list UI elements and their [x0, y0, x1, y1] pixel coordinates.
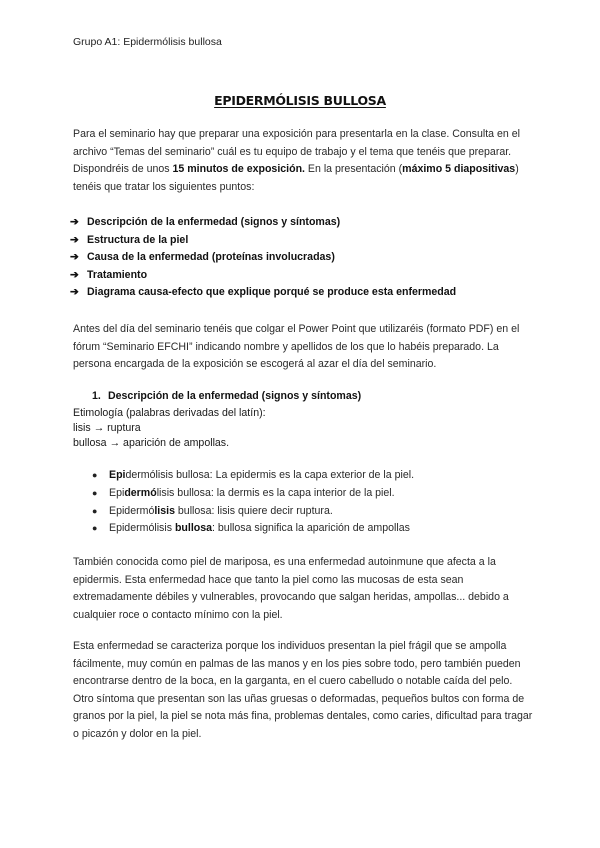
etymology-intro: Etimología (palabras derivadas del latín):: [73, 407, 266, 419]
bullet-pre: Epidermólisis: [109, 522, 175, 535]
list-item: [92, 467, 532, 485]
bullet-post: lisis bullosa: la dermis es la capa interior de la piel.: [156, 486, 395, 499]
bullet-post: dermólisis bullosa: La epidermis es la capa exterior de la piel.: [125, 469, 415, 481]
list-item: [92, 485, 532, 503]
intro-text-1: Para el seminario hay que preparar una exposición para presentarla en la clase. Consulta en el archivo “Temas del seminario” cuál es tu equipo de trabajo y el tema que tenéis que preparar. Dispondréis de unos: [73, 128, 520, 176]
etymology-line: bullosa → aparición de ampollas.: [73, 437, 230, 449]
arrow-icon: ➔: [70, 233, 79, 246]
section-number: 1.: [92, 390, 101, 402]
symptoms-paragraph: Esta enfermedad se caracteriza porque los individuos presentan la piel frágil que se ampolla fácilmente, muy común en palmas de las manos y en los pies sobre todo, pero también pueden encontrarse dentro de la boca, en la garganta, en el cuero cabelludo o notable caída del pelo. Otro síntoma que presentan son las uñas gruesas o deformadas, pequeños bultos con forma de granos por la piel, la piel se nota más fina, problemas dentales, como caries, dificultad para tragar o picazón y dolor en la piel.: [73, 640, 533, 740]
etymology-block: [73, 406, 266, 451]
etymology-line: lisis → ruptura: [73, 422, 141, 434]
arrow-icon: ➔: [70, 286, 79, 299]
bullet-icon: ●: [92, 470, 98, 480]
bullet-icon: ●: [92, 487, 98, 498]
seminar-instructions-paragraph: Antes del día del seminario tenéis que colgar el Power Point que utilizaréis (formato PDF) en el fórum “Seminario EFCHI” indicando nombre y apellidos de los que lo habéis preparado. La persona encargada de la exposición se escogerá al azar el día del seminario.: [73, 323, 520, 371]
points-list: [70, 214, 540, 302]
page-header: Grupo A1: Epidermólisis bullosa: [73, 36, 222, 48]
list-item-text: Estructura de la piel: [87, 233, 189, 246]
bullet-pre: Epi: [109, 486, 125, 499]
bullet-icon: ●: [92, 523, 98, 534]
intro-text-3: ) tenéis que tratar los siguientes puntos:: [73, 163, 519, 193]
intro-bold-time: 15 minutos de exposición.: [172, 163, 305, 176]
etymology-bullets: [92, 467, 532, 538]
bullet-pre: Epidermó: [109, 504, 155, 517]
section-heading: [92, 390, 361, 402]
bullet-post: : bullosa significa la aparición de ampollas: [212, 522, 410, 535]
list-item: [70, 214, 540, 232]
intro-paragraph: [73, 126, 533, 196]
intro-bold-slides: máximo 5 diapositivas: [402, 163, 516, 176]
list-item-text: Causa de la enfermedad (proteínas involucradas): [87, 251, 335, 264]
bullet-icon: ●: [92, 505, 98, 516]
arrow-icon: ➔: [70, 251, 79, 264]
arrow-icon: ➔: [70, 216, 79, 228]
list-item: [92, 520, 532, 538]
list-item: [70, 267, 540, 285]
list-item: [70, 232, 540, 250]
page-title: EPIDERMÓLISIS BULLOSA: [214, 93, 386, 108]
list-item: [70, 249, 540, 267]
list-item-text: Descripción de la enfermedad (signos y síntomas): [87, 216, 341, 228]
bullet-bold: lisis: [154, 504, 175, 517]
bullet-post: bullosa: lisis quiere decir ruptura.: [174, 504, 333, 517]
list-item: [70, 284, 540, 302]
list-item: [92, 503, 532, 521]
bullet-bold: Epi: [109, 469, 126, 481]
list-item-text: Tratamiento: [87, 268, 148, 281]
arrow-icon: ➔: [70, 268, 79, 281]
bullet-bold: bullosa: [174, 522, 213, 535]
bullet-bold: dermó: [124, 486, 157, 499]
intro-text-2: En la presentación (: [304, 163, 403, 176]
list-item-text: Diagrama causa-efecto que explique porqué se produce esta enfermedad: [87, 286, 457, 299]
butterfly-skin-paragraph: También conocida como piel de mariposa, es una enfermedad autoinmune que afecta a la epidermis. Esta enfermedad hace que tanto la piel como las mucosas de esta sean extremadamente débiles y vulnerables, provocando que salgan heridas, ampollas... debido a cualquier roce o contacto mínimo con la piel.: [73, 556, 509, 621]
section-title: Descripción de la enfermedad (signos y síntomas): [108, 390, 362, 402]
